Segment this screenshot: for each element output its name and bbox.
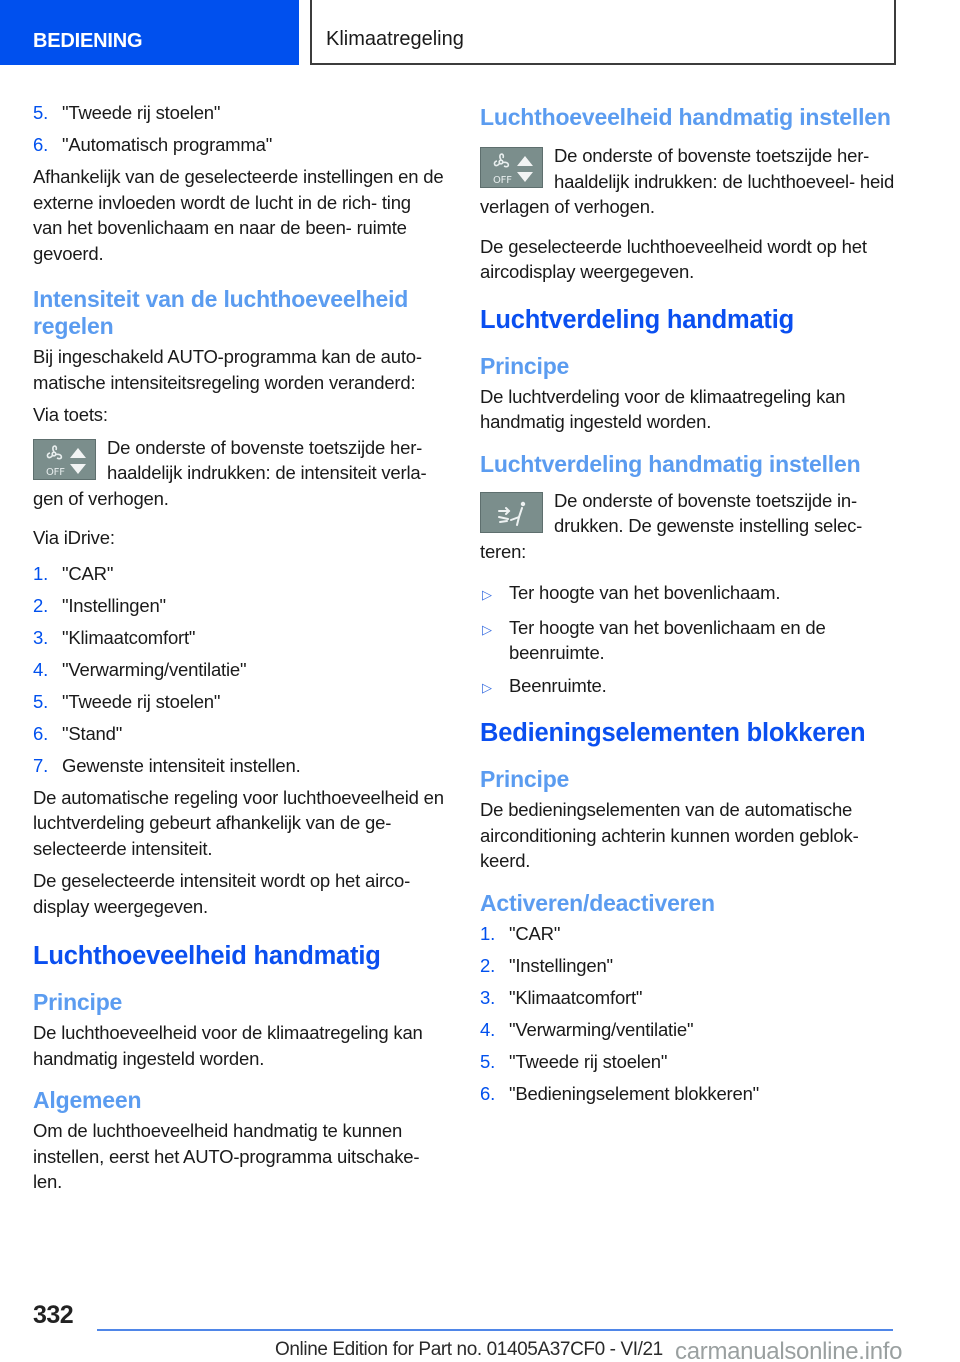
triangle-right-icon: ▷ <box>482 679 492 695</box>
icon-paragraph: De onderste of bovenste toetszijde in- drukken. De gewenste instelling selec- teren: <box>480 489 863 562</box>
paragraph: De luchtverdeling voor de klimaatregeling kan handmatig ingesteld worden. <box>480 385 846 432</box>
triangle-right-icon: ▷ <box>482 587 492 602</box>
left-column <box>33 100 445 1202</box>
svg-text:OFF: OFF <box>46 466 65 478</box>
list-item: 2. "Instellingen" <box>33 594 166 616</box>
list-item: 6. "Automatisch programma" <box>33 134 273 155</box>
list-item: 6. "Bedieningselement blokkeren" <box>480 1082 760 1104</box>
heading-lock-controls: Bedieningselementen blokkeren <box>480 719 866 747</box>
heading-algemeen: Algemeen <box>33 1087 142 1113</box>
list-item: 7. Gewenste intensiteit instellen. <box>33 754 301 776</box>
paragraph: De bedieningselementen van de automatische airconditioning achterin kunnen worden geblok- keerd. <box>480 799 859 871</box>
paragraph: De automatische regeling voor luchthoeveelheid en luchtverdeling gebeurt afhankelijk van de ge- selecteerde intensiteit. <box>33 786 444 859</box>
chapter-tab <box>310 0 896 65</box>
list-item: 1. "CAR" <box>33 562 114 584</box>
heading-principe: Principe <box>33 989 123 1015</box>
icon-paragraph: OFF De onderste of bovenste toetszijde her- haaldelijk indrukken: de intensiteit verla- gen of verhogen. <box>33 436 427 509</box>
svg-text:OFF: OFF <box>493 175 512 186</box>
paragraph: Bij ingeschakeld AUTO-programma kan de auto- matische intensiteitsregeling worden veranderd: <box>33 346 422 393</box>
paragraph: De geselecteerde luchthoeveelheid wordt op het aircodisplay weergegeven. <box>480 235 867 282</box>
list-item: 2. "Instellingen" <box>480 954 613 976</box>
heading-principe: Principe <box>480 352 570 379</box>
bullet-item: ▷ Ter hoogte van het bovenlichaam. <box>480 580 895 608</box>
heading-activate: Activeren/deactiveren <box>480 889 715 916</box>
paragraph: Via toets: <box>33 404 108 425</box>
bullet-item: ▷ Beenruimte. <box>480 673 895 701</box>
fan-off-up-down-icon <box>33 439 96 480</box>
list-item: 4. "Verwarming/ventilatie" <box>480 1018 694 1040</box>
list-item: 6. "Stand" <box>33 722 123 744</box>
heading-manual-airflow: Luchthoeveelheid handmatig <box>33 942 381 970</box>
footer-divider <box>97 1329 893 1331</box>
chapter-title: Klimaatregeling <box>326 28 464 50</box>
paragraph: Om de luchthoeveelheid handmatig te kunnen instellen, eerst het AUTO-programma uitschake- len. <box>33 1120 420 1192</box>
heading-intensity: Intensiteit van de luchthoeveelheid regelen <box>33 286 409 339</box>
heading-airflow-set: Luchthoeveelheid handmatig instellen <box>480 104 891 130</box>
paragraph: De luchthoeveelheid voor de klimaatregeling kan handmatig ingesteld worden. <box>33 1022 423 1069</box>
list-item: 4. "Verwarming/ventilatie" <box>33 658 247 680</box>
air-distribution-seat-icon <box>480 492 543 533</box>
section-tab <box>0 0 299 65</box>
fan-off-up-down-icon <box>480 147 543 188</box>
right-column <box>480 100 895 1113</box>
triangle-right-icon: ▷ <box>482 621 492 637</box>
paragraph: De geselecteerde intensiteit wordt op het airco- display weergegeven. <box>33 870 411 917</box>
list-item: 5. "Tweede rij stoelen" <box>33 690 221 712</box>
edition-text: Online Edition for Part no. 01405A37CF0 - VI/21 <box>275 1339 663 1360</box>
page-number: 332 <box>33 1301 74 1329</box>
list-item: 5. "Tweede rij stoelen" <box>33 102 221 123</box>
heading-air-distribution-set: Luchtverdeling handmatig instellen <box>480 450 861 477</box>
list-item: 1. "CAR" <box>480 922 561 944</box>
icon-paragraph: OFF De onderste of bovenste toetszijde her- haaldelijk indrukken: de luchthoeveel- heid verlagen of verhogen. <box>480 145 895 217</box>
section-title: BEDIENING <box>33 30 143 52</box>
list-item: 3. "Klimaatcomfort" <box>33 626 196 648</box>
paragraph: Via iDrive: <box>33 527 115 548</box>
heading-principe: Principe <box>480 766 570 792</box>
bullet-item: ▷ Ter hoogte van het bovenlichaam en de beenruimte. <box>480 615 895 666</box>
list-item: 5. "Tweede rij stoelen" <box>480 1050 668 1072</box>
watermark: carmanualsonline.info <box>675 1338 903 1362</box>
list-item: 3. "Klimaatcomfort" <box>480 986 643 1008</box>
paragraph: Afhankelijk van de geselecteerde instellingen en de externe invloeden wordt de lucht in de rich- ting van het bovenlichaam en naar de been- ruimte gevoerd. <box>33 166 444 264</box>
heading-air-distribution: Luchtverdeling handmatig <box>480 305 794 334</box>
